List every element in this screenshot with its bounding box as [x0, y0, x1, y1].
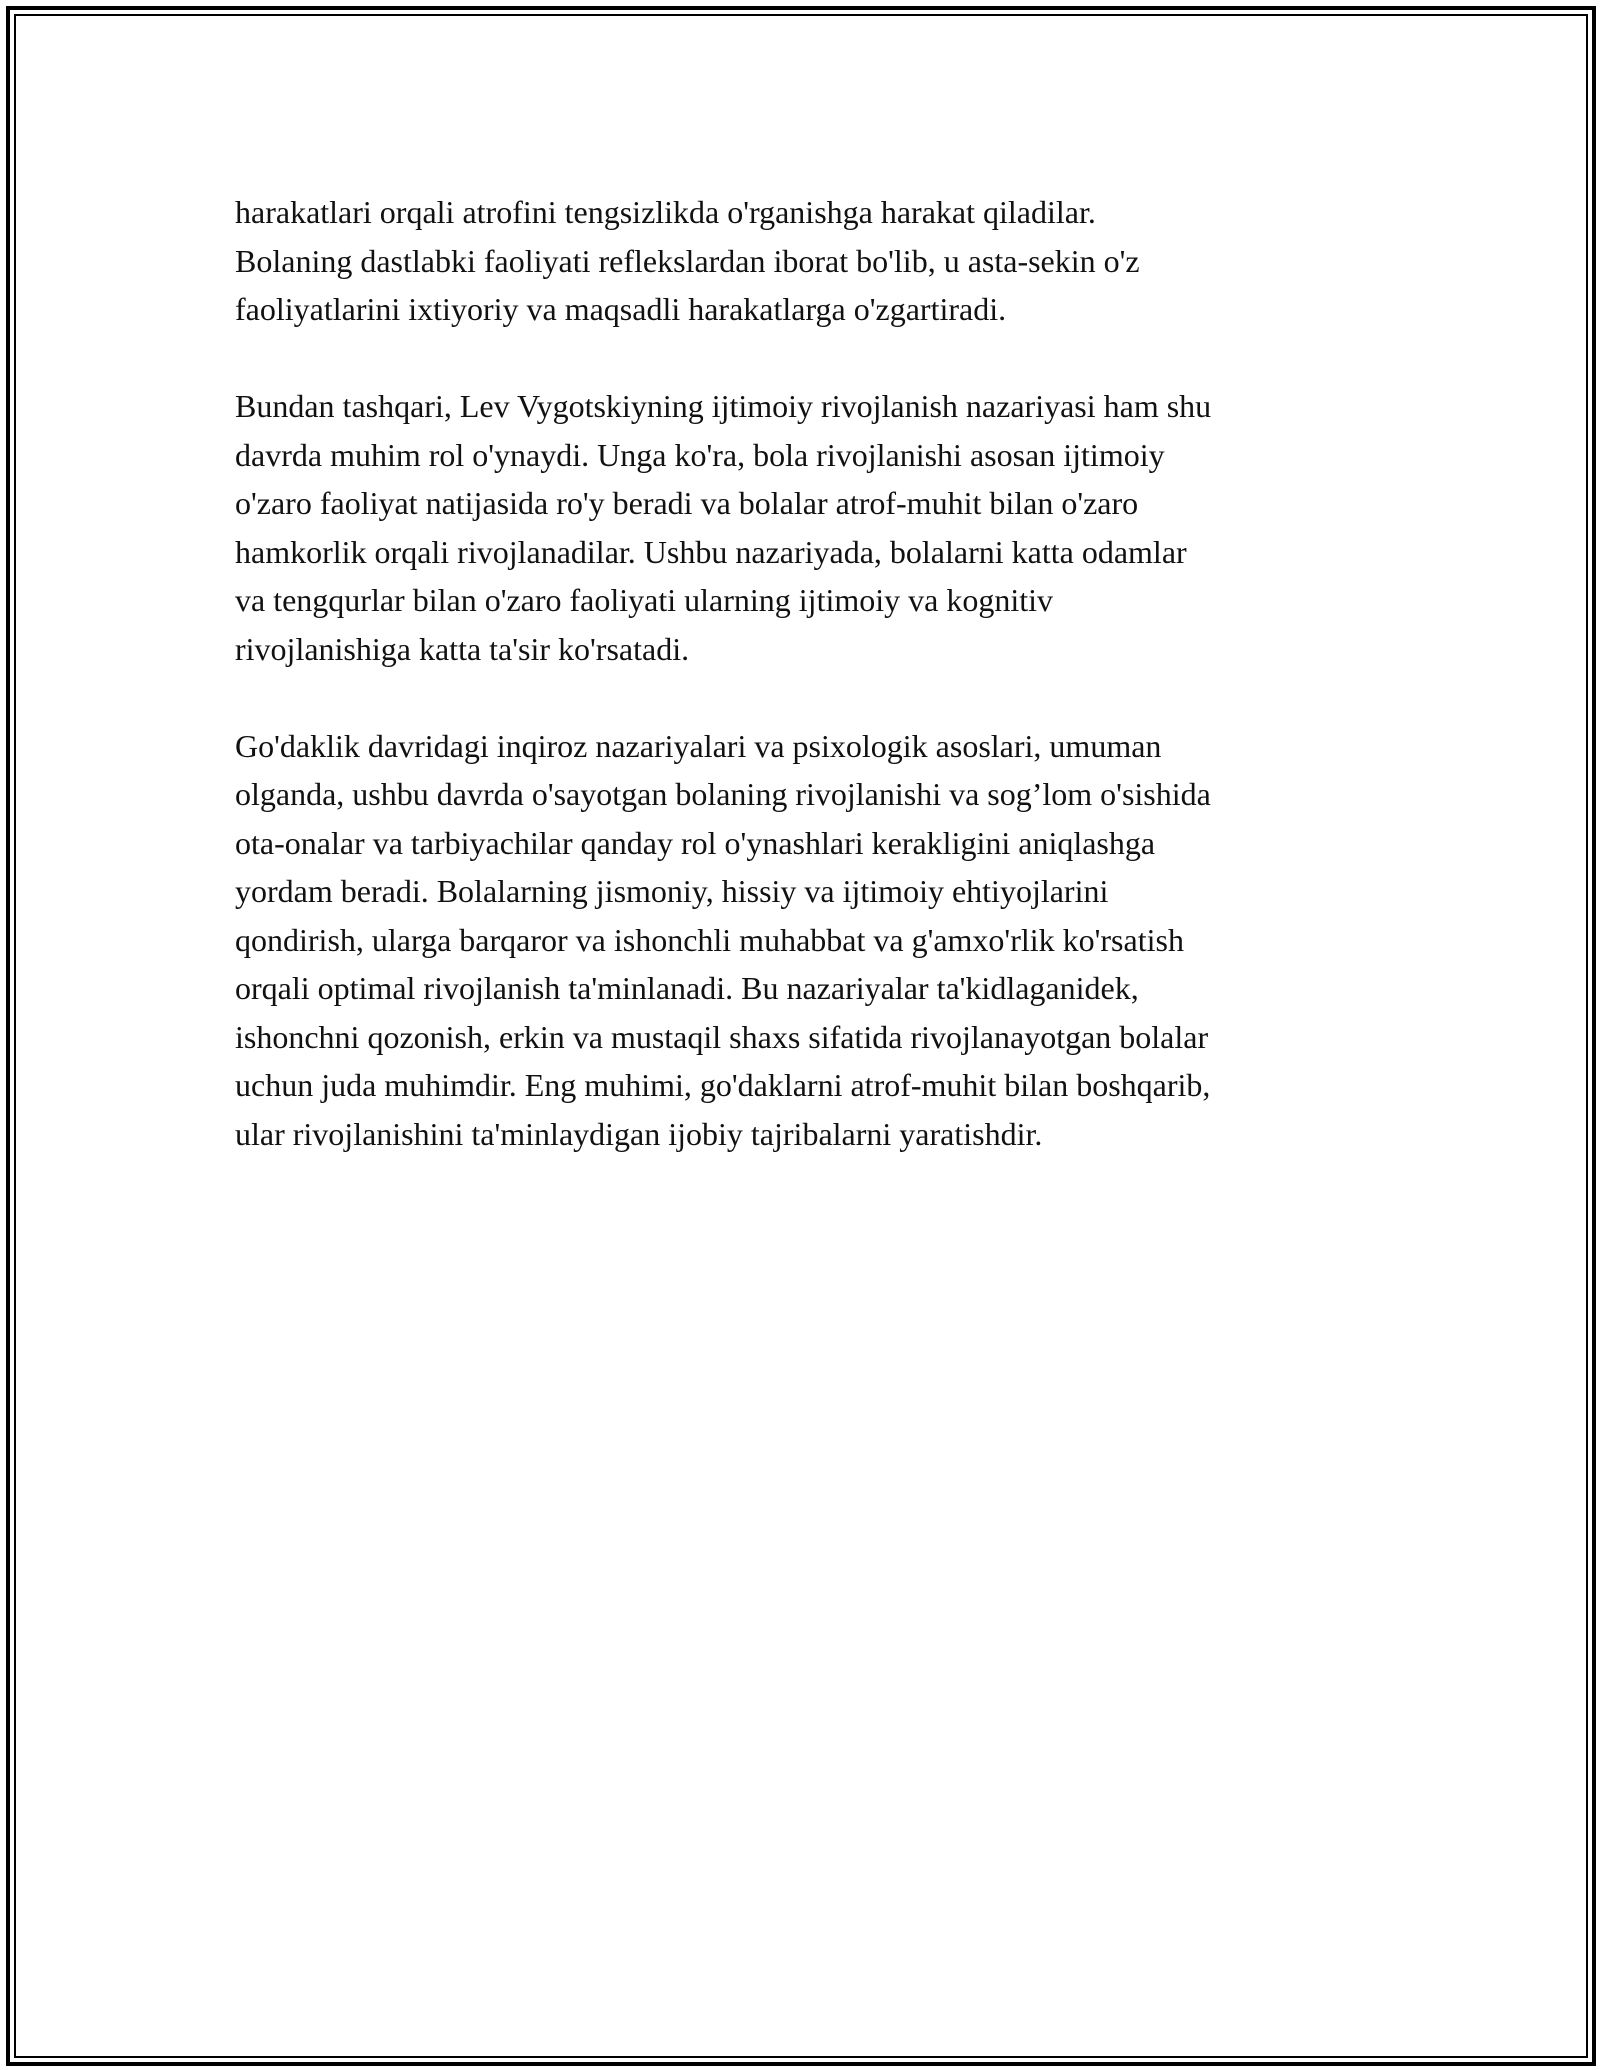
document-body	[235, 188, 1365, 1207]
text-line: harakatlari orqali atrofini tengsizlikda o'rganishga harakat qiladilar.	[235, 194, 1096, 230]
text-line: ular rivojlanishini ta'minlaydigan ijobiy tajribalarni yaratishdir.	[235, 1115, 1043, 1152]
text-line: faoliyatlarini ixtiyoriy va maqsadli harakatlarga o'zgartiradi.	[235, 291, 1007, 327]
text-line: olganda, ushbu davrda o'sayotgan bolaning rivojlanishi va sog’lom o'sishida	[235, 776, 1211, 812]
text-line: Go'daklik davridagi inqiroz nazariyalari va psixologik asoslari, umuman	[235, 727, 1162, 764]
text-line: ota-onalar va tarbiyachilar qanday rol o'ynashlari kerakligini aniqlashga	[235, 824, 1156, 861]
text-line: qondirish, ularga barqaror va ishonchli muhabbat va g'amxo'rlik ko'rsatish	[235, 921, 1184, 958]
text-line: uchun juda muhimdir. Eng muhimi, go'daklarni atrof-muhit bilan boshqarib,	[235, 1067, 1211, 1103]
paragraph-3	[235, 722, 1365, 1159]
text-line: yordam beradi. Bolalarning jismoniy, hissiy va ijtimoiy ehtiyojlarini	[235, 873, 1109, 909]
text-line: rivojlanishiga katta ta'sir ko'rsatadi.	[235, 630, 690, 667]
text-line: hamkorlik orqali rivojlanadilar. Ushbu nazariyada, bolalarni katta odamlar	[235, 533, 1187, 570]
text-line: orqali optimal rivojlanish ta'minlanadi. Bu nazariyalar ta'kidlaganidek,	[235, 970, 1139, 1006]
paragraph-1	[235, 188, 1365, 334]
paragraph-2	[235, 382, 1365, 673]
text-line: Bundan tashqari, Lev Vygotskiyning ijtimoiy rivojlanish nazariyasi ham shu	[235, 388, 1212, 424]
text-line: ishonchni qozonish, erkin va mustaqil shaxs sifatida rivojlanayotgan bolalar	[235, 1018, 1209, 1055]
text-line: o'zaro faoliyat natijasida ro'y beradi va bolalar atrof-muhit bilan o'zaro	[235, 485, 1139, 521]
text-line: va tengqurlar bilan o'zaro faoliyati ularning ijtimoiy va kognitiv	[235, 582, 1053, 618]
text-line: davrda muhim rol o'ynaydi. Unga ko'ra, bola rivojlanishi asosan ijtimoiy	[235, 436, 1165, 473]
text-line: Bolaning dastlabki faoliyati reflekslardan iborat bo'lib, u asta-sekin o'z	[235, 242, 1140, 279]
